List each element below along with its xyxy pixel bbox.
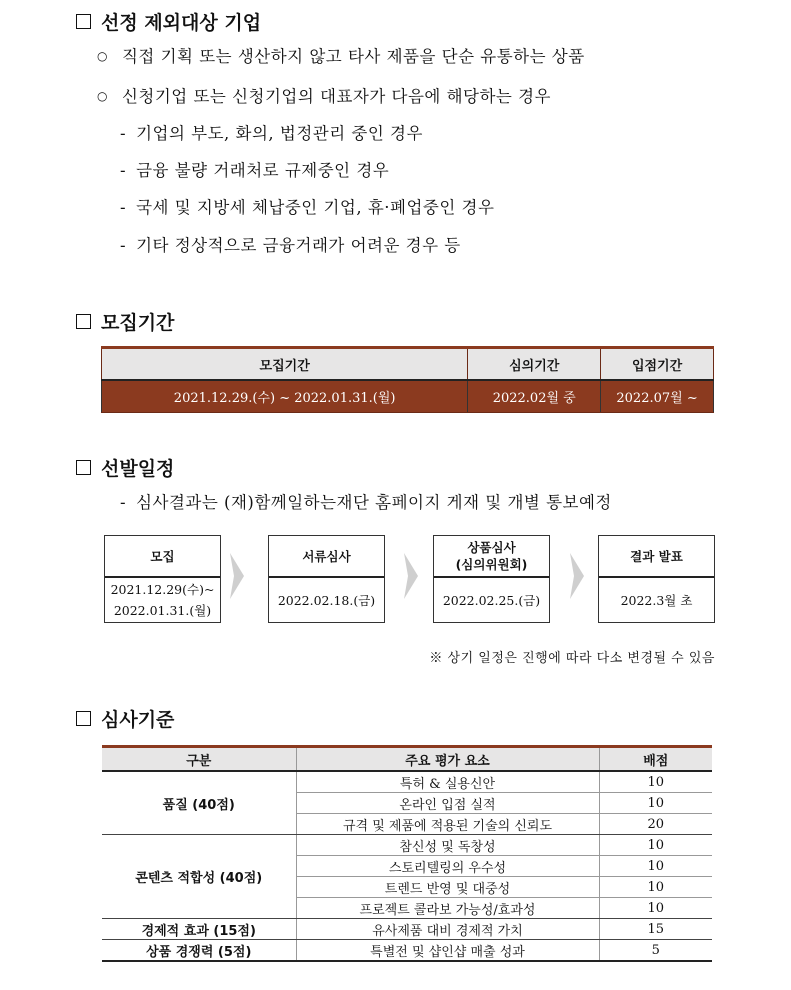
criteria-score: 5 xyxy=(599,940,712,962)
criteria-score: 10 xyxy=(599,898,712,919)
section-title-text: 선정 제외대상 기업 xyxy=(101,12,262,34)
criteria-score: 10 xyxy=(599,856,712,877)
criteria-element: 프로젝트 콜라보 가능성/효과성 xyxy=(296,898,599,919)
chevron-right-icon xyxy=(404,553,418,599)
schedule-step-title: 결과 발표 xyxy=(599,536,714,578)
schedule-step xyxy=(598,535,715,623)
exclusion-subitem xyxy=(120,120,423,144)
section-title-text: 심사기준 xyxy=(101,709,175,731)
schedule-step-date: 2022.02.18.(금) xyxy=(277,592,376,608)
schedule-step-date: 2022.3월 초 xyxy=(620,592,693,608)
criteria-category: 콘텐츠 적합성 (40점) xyxy=(102,835,296,919)
schedule-step-title xyxy=(434,536,549,578)
criteria-element: 트렌드 반영 및 대중성 xyxy=(296,877,599,898)
chevron-right-icon xyxy=(570,553,584,599)
schedule-step-title: 서류심사 xyxy=(269,536,384,578)
checkbox-square-icon xyxy=(76,460,91,475)
period-table xyxy=(101,346,714,413)
period-value-cell: 2022.02월 중 xyxy=(468,380,601,413)
section-title-schedule xyxy=(76,454,174,481)
schedule-footnote: ※ 상기 일정은 진행에 따라 다소 변경될 수 있음 xyxy=(429,651,715,666)
schedule-step xyxy=(104,535,221,623)
criteria-score: 10 xyxy=(599,877,712,898)
table-row xyxy=(102,771,712,793)
exclusion-item xyxy=(97,83,551,107)
criteria-header-cell: 주요 평가 요소 xyxy=(296,747,599,772)
exclusion-item-text: 직접 기획 또는 생산하지 않고 타사 제품을 단순 유통하는 상품 xyxy=(121,47,585,66)
criteria-score: 10 xyxy=(599,793,712,814)
criteria-category: 경제적 효과 (15점) xyxy=(102,919,296,940)
criteria-element: 유사제품 대비 경제적 가치 xyxy=(296,919,599,940)
checkbox-square-icon xyxy=(76,14,91,29)
exclusion-subitem-text: 기업의 부도, 화의, 법정관리 중인 경우 xyxy=(136,124,423,143)
section-title-text: 선발일정 xyxy=(101,458,175,480)
criteria-table xyxy=(102,745,712,962)
exclusion-subitem xyxy=(120,194,494,218)
schedule-step-title: 모집 xyxy=(105,536,220,578)
schedule-title-line: (심의위원회) xyxy=(455,557,528,572)
exclusion-subitem-text: 금융 불량 거래처로 규제중인 경우 xyxy=(136,161,390,180)
exclusion-subitem xyxy=(120,232,461,256)
table-row xyxy=(102,919,712,940)
criteria-element: 스토리텔링의 우수성 xyxy=(296,856,599,877)
period-header-cell: 심의기간 xyxy=(468,348,601,381)
criteria-header-cell: 배점 xyxy=(599,747,712,772)
criteria-element: 온라인 입점 실적 xyxy=(296,793,599,814)
period-value-cell: 2022.07월 ~ xyxy=(601,380,714,413)
section-title-text: 모집기간 xyxy=(101,312,175,334)
criteria-element: 규격 및 제품에 적용된 기술의 신뢰도 xyxy=(296,814,599,835)
exclusion-item-text: 신청기업 또는 신청기업의 대표자가 다음에 해당하는 경우 xyxy=(121,87,551,106)
section-title-exclusion xyxy=(76,8,261,35)
criteria-element: 참신성 및 독창성 xyxy=(296,835,599,856)
period-header-cell: 모집기간 xyxy=(102,348,468,381)
exclusion-subitem-text: 국세 및 지방세 체납중인 기업, 휴·폐업중인 경우 xyxy=(136,198,495,217)
criteria-category: 상품 경쟁력 (5점) xyxy=(102,940,296,962)
schedule-date-line: 2021.12.29(수)~ xyxy=(110,582,215,597)
section-title-criteria xyxy=(76,705,174,732)
schedule-title-line: 상품심사 xyxy=(467,540,516,555)
schedule-step xyxy=(433,535,550,623)
checkbox-square-icon xyxy=(76,314,91,329)
chevron-right-icon xyxy=(230,553,244,599)
criteria-header-cell: 구분 xyxy=(102,747,296,772)
criteria-score: 20 xyxy=(599,814,712,835)
table-row xyxy=(102,940,712,962)
criteria-element: 특별전 및 샵인샵 매출 성과 xyxy=(296,940,599,962)
criteria-element: 특허 & 실용신안 xyxy=(296,771,599,793)
period-header-cell: 입점기간 xyxy=(601,348,714,381)
schedule-note-text: 심사결과는 (재)함께일하는재단 홈페이지 게재 및 개별 통보예정 xyxy=(136,493,612,512)
schedule-step xyxy=(268,535,385,623)
exclusion-subitem xyxy=(120,157,389,181)
criteria-score: 15 xyxy=(599,919,712,940)
criteria-category: 품질 (40점) xyxy=(102,771,296,835)
checkbox-square-icon xyxy=(76,711,91,726)
period-value-cell: 2021.12.29.(수) ~ 2022.01.31.(월) xyxy=(102,380,468,413)
schedule-date-line: 2022.01.31.(월) xyxy=(113,603,212,618)
exclusion-item xyxy=(97,43,585,67)
exclusion-subitem-text: 기타 정상적으로 금융거래가 어려운 경우 등 xyxy=(136,236,461,255)
schedule-note xyxy=(120,489,612,513)
table-row xyxy=(102,835,712,856)
schedule-step-date: 2022.02.25.(금) xyxy=(442,592,541,608)
criteria-score: 10 xyxy=(599,835,712,856)
schedule-step-date xyxy=(105,578,220,622)
section-title-period xyxy=(76,308,174,335)
criteria-score: 10 xyxy=(599,771,712,793)
